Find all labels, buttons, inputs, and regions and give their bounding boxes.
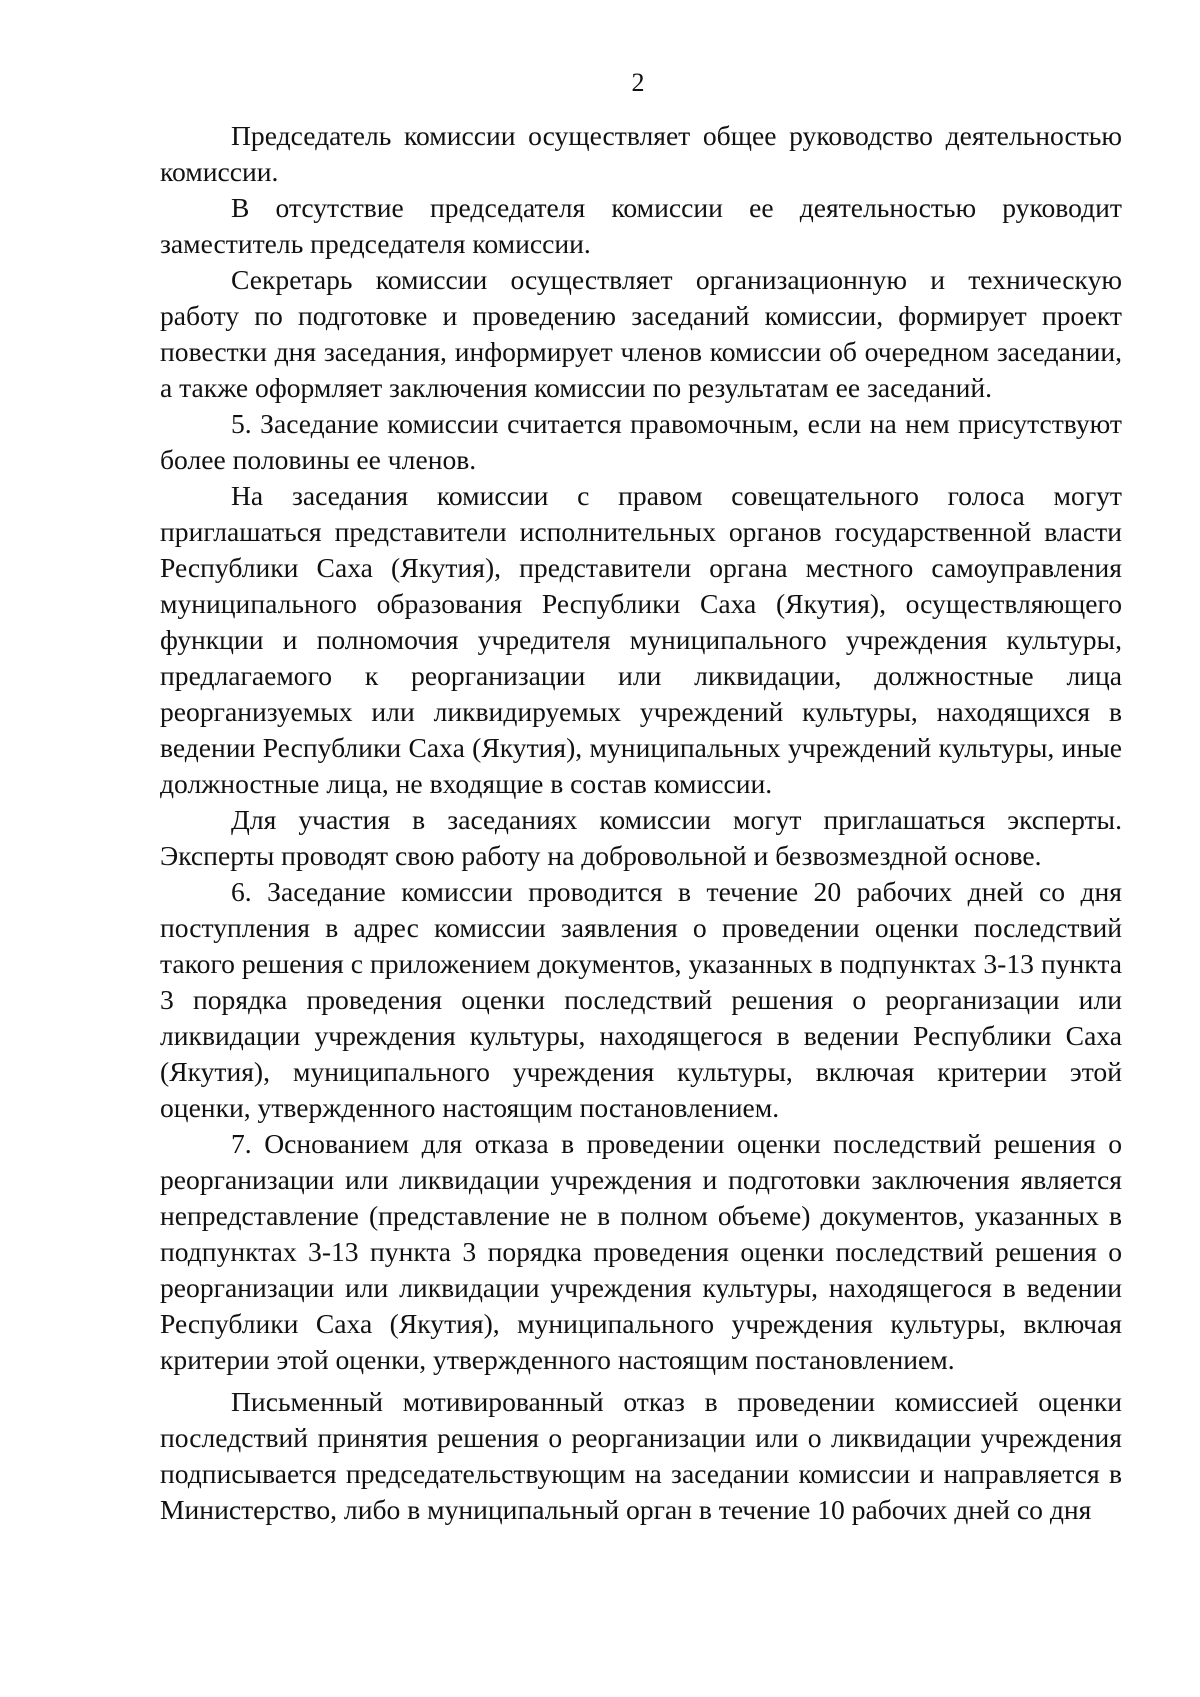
page-number: 2 <box>631 68 645 97</box>
paragraph-item-7-refusal-grounds: 7. Основанием для отказа в проведении оценки последствий решения о реорганизации или ликвидации учреждения и подготовки заключения является непредставление (представление не в полном объеме) документов, указанных в подпунктах 3-13 пункта 3 порядка проведения оценки последствий решения о реорганизации или ликвидации учреждения культуры, находящегося в ведении Республики Саха (Якутия), муниципального учреждения культуры, включая критерии этой оценки, утвержденного настоящим постановлением. <box>160 1128 1122 1375</box>
paragraph-deputy-chairman: В отсутствие председателя комиссии ее деятельностью руководит заместитель председателя комиссии. <box>160 192 1122 259</box>
paragraph-secretary-duties: Секретарь комиссии осуществляет организационную и техническую работу по подготовке и проведению заседаний комиссии, формирует проект повестки дня заседания, информирует членов комиссии об очередном заседании, а также оформляет заключения комиссии по результатам ее заседаний. <box>160 264 1122 403</box>
paragraph-item-6-meeting-term: 6. Заседание комиссии проводится в течение 20 рабочих дней со дня поступления в адрес комиссии заявления о проведении оценки последствий такого решения с приложением документов, указанных в подпунктах 3-13 пункта 3 порядка проведения оценки последствий решения о реорганизации или ликвидации учреждения культуры, находящегося в ведении Республики Саха (Якутия), муниципального учреждения культуры, включая критерии этой оценки, утвержденного настоящим постановлением. <box>160 876 1122 1123</box>
paragraph-experts: Для участия в заседаниях комиссии могут приглашаться эксперты. Эксперты проводят свою работу на добровольной и безвозмездной основе. <box>160 804 1122 871</box>
paragraph-chairman-duties: Председатель комиссии осуществляет общее руководство деятельностью комиссии. <box>160 120 1122 187</box>
paragraph-item-5-quorum: 5. Заседание комиссии считается правомочным, если на нем присутствуют более половины ее членов. <box>160 408 1122 475</box>
paragraph-written-refusal: Письменный мотивированный отказ в проведении комиссией оценки последствий принятия решения о реорганизации или о ликвидации учреждения подписывается председательствующим на заседании комиссии и направляется в Министерство, либо в муниципальный орган в течение 10 рабочих дней со дня <box>160 1386 1122 1525</box>
paragraph-invited-representatives: На заседания комиссии с правом совещательного голоса могут приглашаться представители исполнительных органов государственной власти Республики Саха (Якутия), представители органа местного самоуправления муниципального образования Республики Саха (Якутия), осуществляющего функции и полномочия учредителя муниципального учреждения культуры, предлагаемого к реорганизации или ликвидации, должностные лица реорганизуемых или ликвидируемых учреждений культуры, находящихся в ведении Республики Саха (Якутия), муниципальных учреждений культуры, иные должностные лица, не входящие в состав комиссии. <box>160 480 1122 799</box>
document-body <box>160 118 1122 1528</box>
